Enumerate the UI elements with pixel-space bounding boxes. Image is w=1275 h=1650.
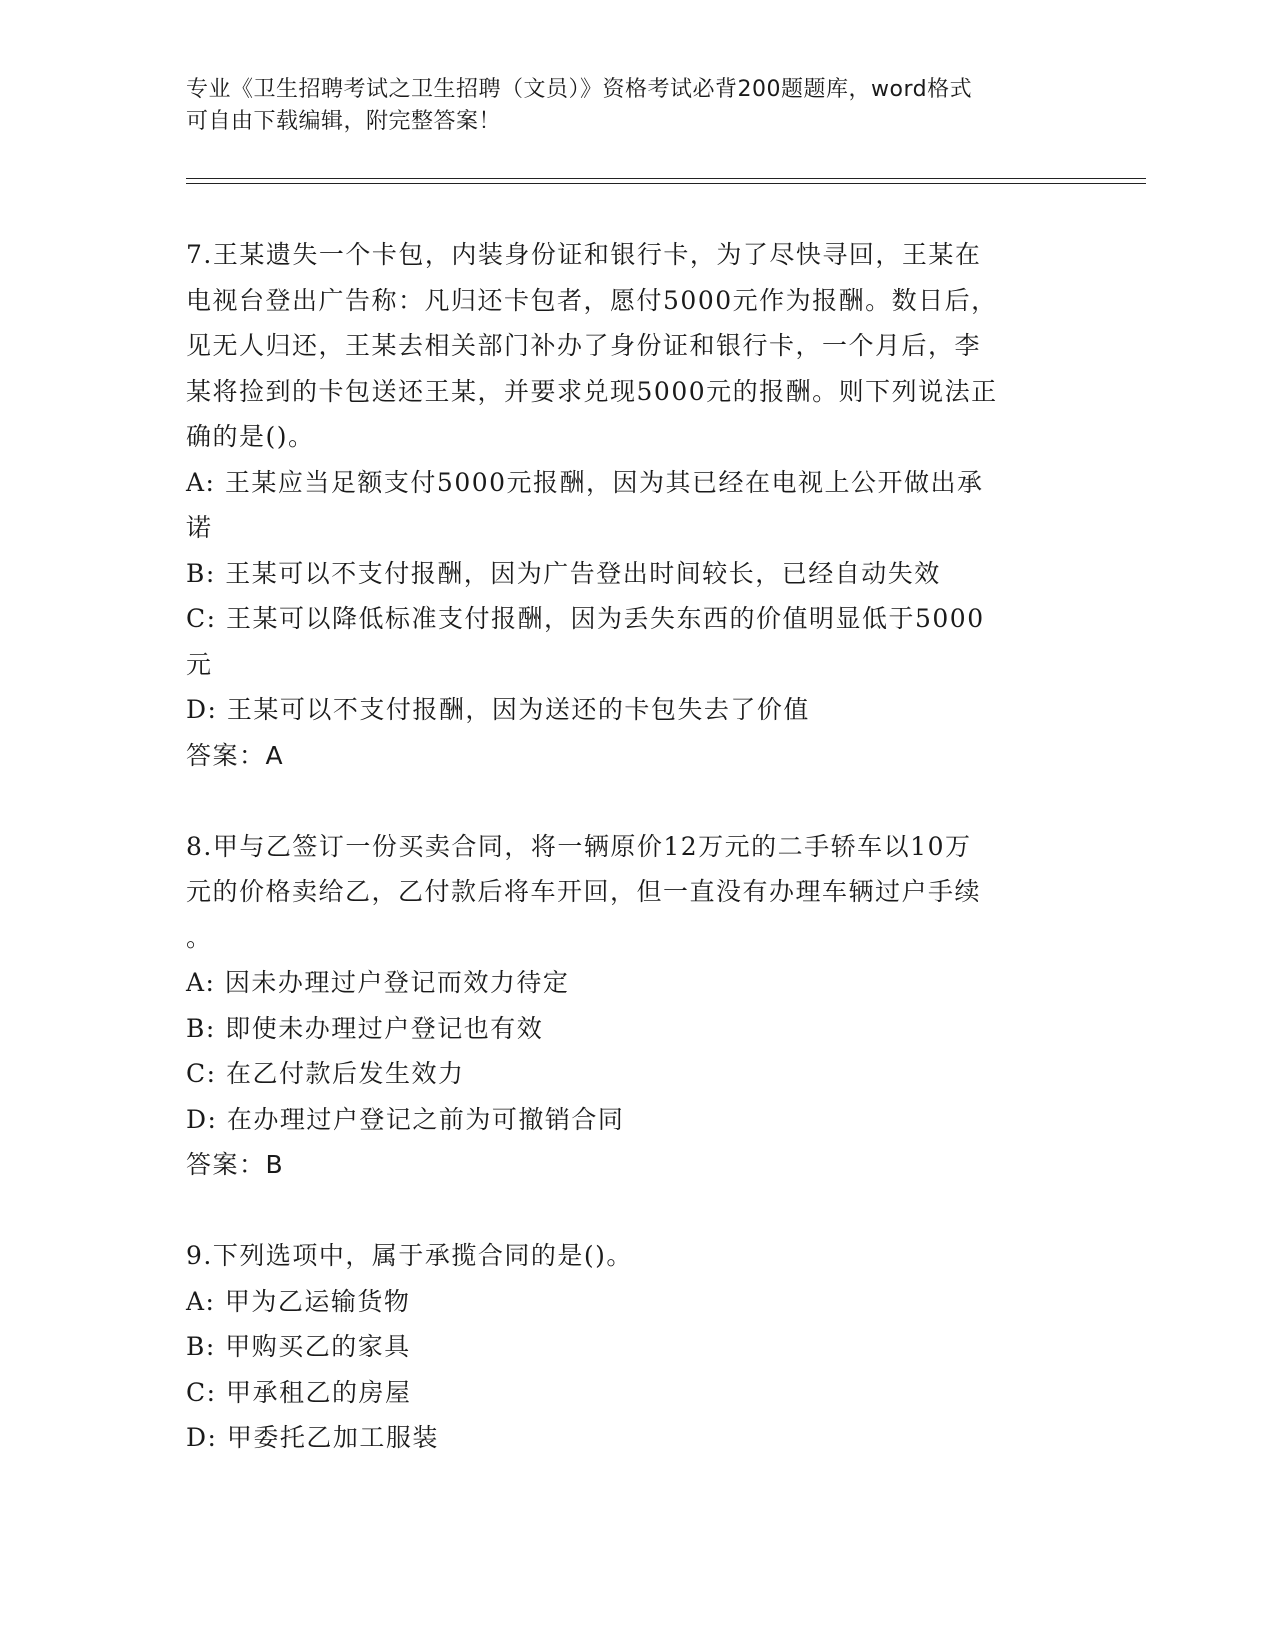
question-text-line: 元的价格卖给乙，乙付款后将车开回，但一直没有办理车辆过户手续	[186, 877, 982, 906]
header-line-2: 可自由下载编辑，附完整答案！	[186, 109, 502, 134]
question-text-line: 7.王某遗失一个卡包，内装身份证和银行卡，为了尽快寻回，王某在	[186, 240, 982, 269]
question-text-line: 。	[186, 922, 213, 952]
question-text-line: 电视台登出广告称：凡归还卡包者，愿付5000元作为报酬。数日后，	[186, 285, 998, 315]
question-spacer	[186, 778, 1086, 824]
question-block	[186, 1233, 1086, 1461]
question-block	[186, 232, 1086, 778]
option-a-continuation: 诺	[186, 513, 213, 542]
option-c: C: 王某可以降低标准支付报酬，因为丢失东西的价值明显低于5000	[186, 604, 985, 633]
question-list	[186, 232, 1086, 1461]
option-b: B: 王某可以不支付报酬，因为广告登出时间较长，已经自动失效	[186, 558, 941, 588]
header-line-1: 专业《卫生招聘考试之卫生招聘（文员）》资格考试必背200题题库，word格式	[186, 77, 973, 102]
option-c: C: 在乙付款后发生效力	[186, 1059, 465, 1088]
header-divider-top	[186, 178, 1146, 179]
option-a: A: 因未办理过户登记而效力待定	[186, 968, 570, 997]
document-header	[186, 74, 1056, 138]
option-a: A: 王某应当足额支付5000元报酬，因为其已经在电视上公开做出承	[186, 467, 984, 497]
option-d: D: 王某可以不支付报酬，因为送还的卡包失去了价值	[186, 695, 810, 724]
option-d: D: 甲委托乙加工服装	[186, 1423, 439, 1452]
question-text-line: 某将捡到的卡包送还王某，并要求兑现5000元的报酬。则下列说法正	[186, 376, 998, 406]
answer-label: 答案：A	[186, 740, 285, 770]
option-d: D: 在办理过户登记之前为可撤销合同	[186, 1104, 625, 1134]
header-divider-bottom	[186, 183, 1146, 184]
question-text-line: 确的是()。	[186, 422, 315, 451]
option-c-continuation: 元	[186, 649, 213, 679]
question-text-line: 8.甲与乙签订一份买卖合同，将一辆原价12万元的二手轿车以10万	[186, 831, 972, 861]
option-a: A: 甲为乙运输货物	[186, 1286, 411, 1316]
option-b: B: 即使未办理过户登记也有效	[186, 1013, 544, 1043]
option-b: B: 甲购买乙的家具	[186, 1332, 411, 1361]
question-text-line: 见无人归还，王某去相关部门补办了身份证和银行卡，一个月后，李	[186, 331, 982, 360]
question-spacer	[186, 1188, 1086, 1234]
question-block	[186, 824, 1086, 1188]
answer-label: 答案：B	[186, 1150, 285, 1179]
question-text-line: 9.下列选项中，属于承揽合同的是()。	[186, 1241, 633, 1270]
option-c: C: 甲承租乙的房屋	[186, 1377, 412, 1407]
